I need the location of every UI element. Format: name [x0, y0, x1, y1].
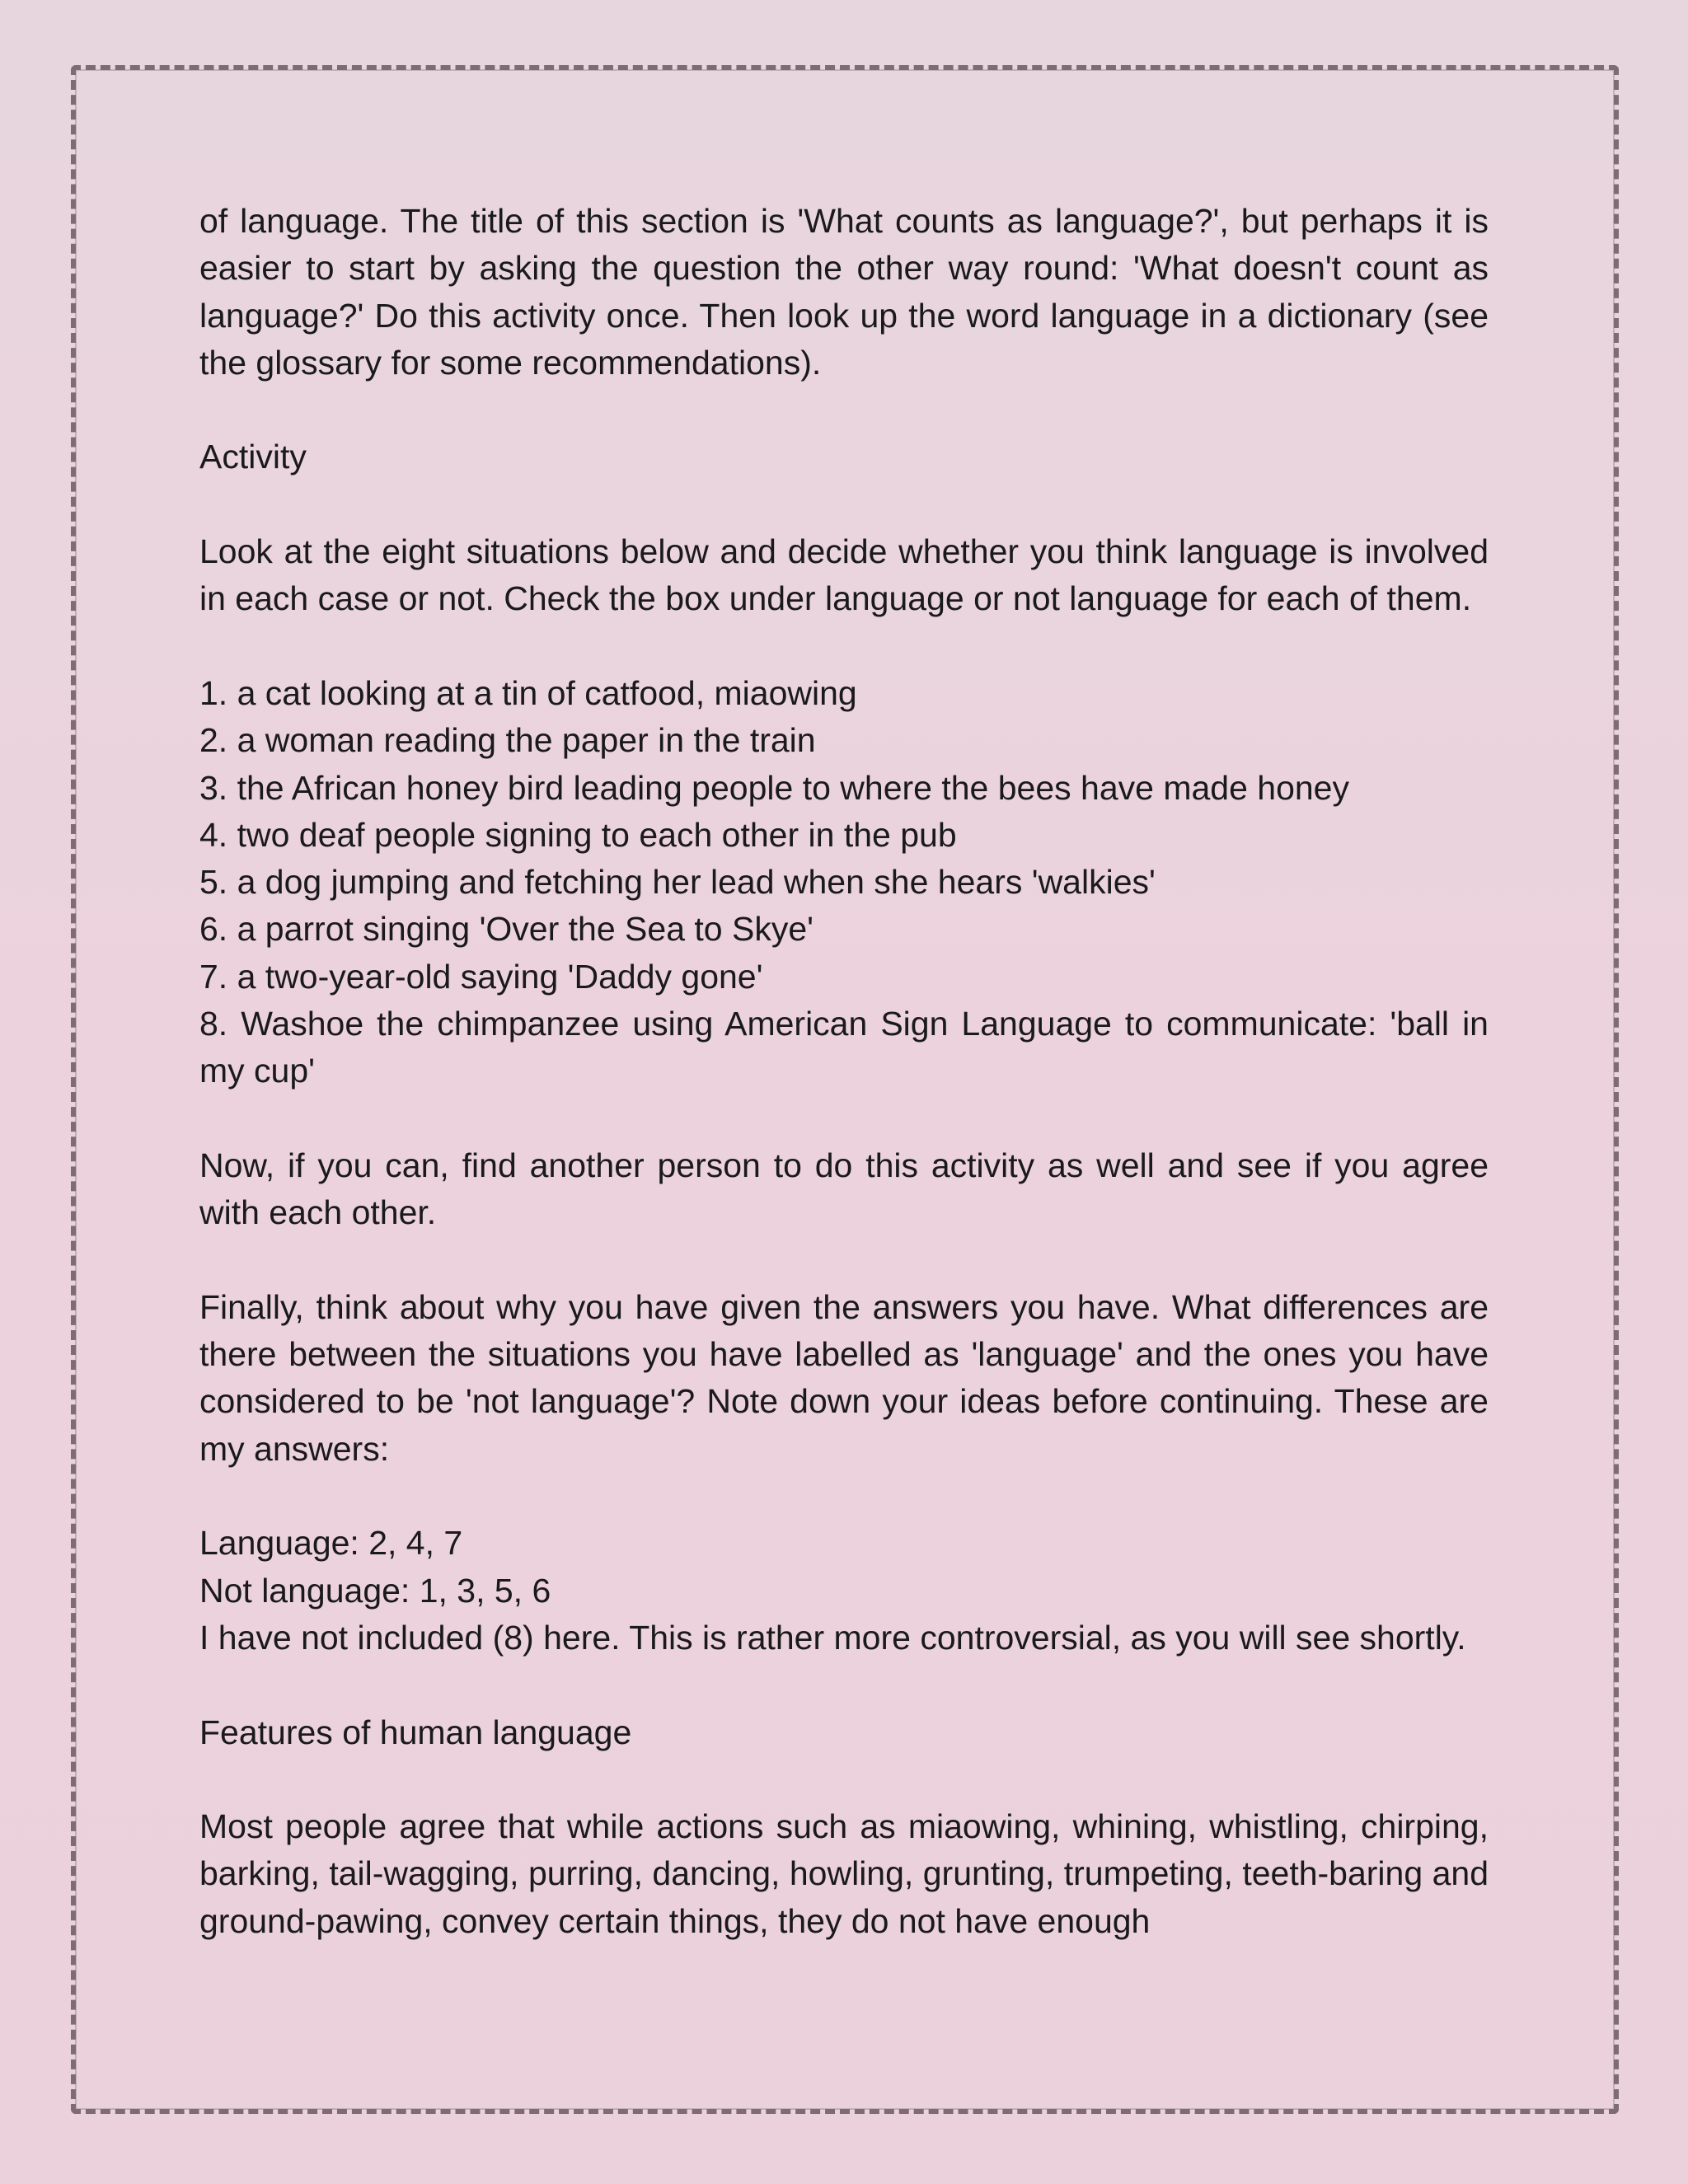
answers-block — [199, 1520, 1489, 1661]
compare-paragraph: Now, if you can, find another person to do this activity as well and see if you agree with each other. — [199, 1146, 1489, 1232]
intro-paragraph: of language. The title of this section is 'What counts as language?', but perhaps it is easier to start by asking the question the other way round: 'What doesn't count as language?' Do this activity once. Then look up the word language in a dictionary (see the glossary for some recommendations). — [199, 202, 1489, 382]
list-item: 6. a parrot singing 'Over the Sea to Skye' — [199, 910, 814, 949]
list-item: 2. a woman reading the paper in the train — [199, 721, 816, 760]
list-item: 5. a dog jumping and fetching her lead when she hears 'walkies' — [199, 863, 1156, 902]
list-item: 1. a cat looking at a tin of catfood, miaowing — [199, 673, 857, 712]
features-heading: Features of human language — [199, 1713, 632, 1751]
features-paragraph: Most people agree that while actions such as miaowing, whining, whistling, chirping, barking, tail-wagging, purring, dancing, howling, grunting, trumpeting, teeth-baring and ground-pawing, convey certain things, they do not have enough — [199, 1807, 1489, 1940]
instructions-paragraph: Look at the eight situations below and decide whether you think language is involved in each case or not. Check the box under language or not language for each of them. — [199, 532, 1489, 618]
list-item: 8. Washoe the chimpanzee using American Sign Language to communicate: 'ball in my cup' — [199, 1005, 1489, 1090]
answer-note: I have not included (8) here. This is rather more controversial, as you will see shortly. — [199, 1618, 1466, 1657]
answer-language: Language: 2, 4, 7 — [199, 1524, 463, 1563]
activity-heading: Activity — [199, 438, 307, 476]
list-item: 7. a two-year-old saying 'Daddy gone' — [199, 957, 763, 996]
list-item: 3. the African honey bird leading people to where the bees have made honey — [199, 768, 1349, 807]
document-body — [199, 198, 1489, 1945]
answer-not-language: Not language: 1, 3, 5, 6 — [199, 1571, 551, 1610]
list-item: 4. two deaf people signing to each other in the pub — [199, 815, 957, 854]
situations-list — [199, 670, 1489, 1095]
reflect-paragraph: Finally, think about why you have given the answers you have. What differences are there between the situations you have labelled as 'language' and the ones you have considered to be 'not language'? Note down your ideas before continuing. These are my answers: — [199, 1287, 1489, 1468]
